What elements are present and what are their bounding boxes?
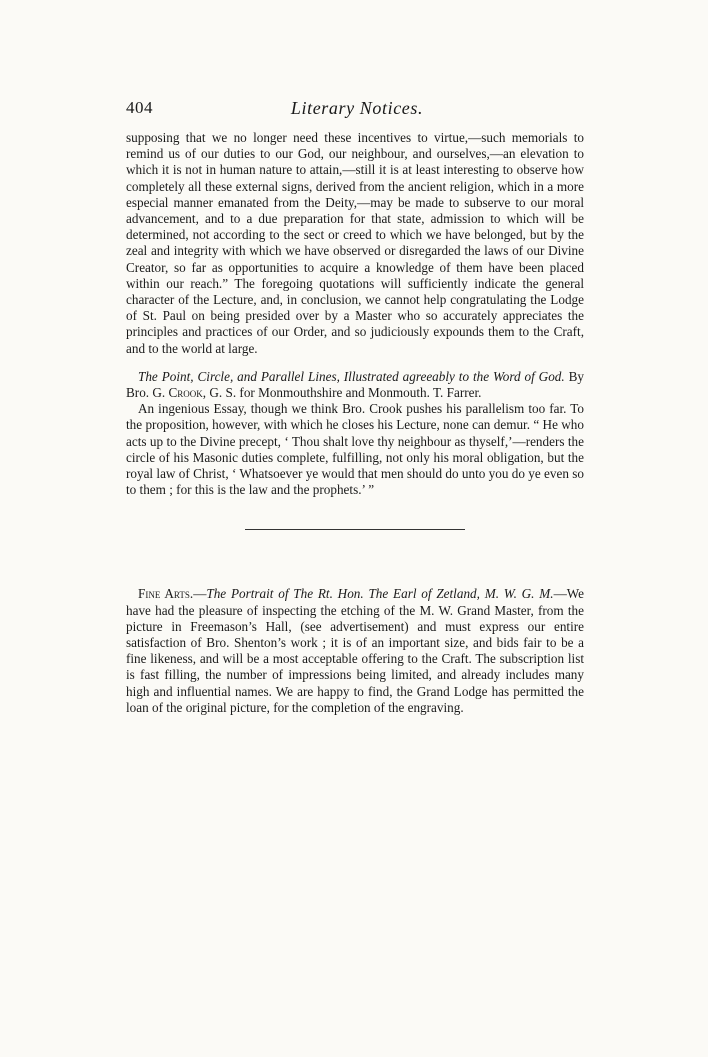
fine-arts-text: —We have had the pleasure of inspecting the etching of the M. W. Grand Master, from the picture in Freemason’s Hall, (see advertisement) and must express our entire satisfaction of Bro. Shenton’s work ; it is of an important size, and bids fair to be a fine likeness, and will be a most acceptable offering to the Craft. The subscription list is fast filling, the number of impressions being limited, and already includes many high and influential names. We are happy to find, the Grand Lodge has permitted the loan of the original picture, for the completion of the engraving. — [126, 586, 584, 715]
running-head — [126, 98, 588, 122]
page-body — [126, 130, 584, 716]
section-divider — [245, 529, 465, 530]
page-number: 404 — [126, 98, 153, 117]
review-paragraph-point-circle: An ingenious Essay, though we think Bro. Crook pushes his parallelism too far. To the proposition, however, with which he closes his Lecture, none can demur. “ He who acts up to the Divine precept, ‘ Thou shalt love thy neighbour as thyself,’—renders the circle of his Masonic duties complete, fulfilling, not only his moral obligation, but the royal law of Christ, ‘ Whatsoever ye would that men should do unto you do ye even so to them ; for this is the law and the prophets.’ ” — [126, 401, 584, 498]
continued-paragraph: supposing that we no longer need these incentives to virtue,—such memorials to remind us of our duties to our God, our neighbour, and ourselves,—an elevation to which it is not in human nature to attain,—still it is at least interesting to observe how completely all these external signs, derived from the ancient religion, which in a more especial manner emanated from the Deity,—may be made to subserve to our moral advancement, and to a due preparation for that state, admission to which will be determined, not according to the sect or creed to which we have belonged, but by the zeal and integrity with which we have observed or disregarded the laws of our Divine Creator, so far as opportunities to acquire a knowledge of them have been placed within our reach.” The foregoing quotations will sufficiently indicate the general character of the Lecture, and, in conclusion, we cannot help congratulating the Lodge of St. Paul on being presided over by a Master who so accurately appreciates the principles and practices of our Order, and so judiciously expounds them to the Craft, and to the world at large. — [126, 130, 584, 356]
running-title: Literary Notices. — [290, 98, 424, 118]
by-text: By Bro. — [126, 368, 585, 401]
publisher: T. Farrer. — [429, 385, 482, 401]
fine-arts-label: Fine Arts. — [138, 586, 194, 602]
author-name: G. Crook — [152, 385, 203, 401]
review-heading-point-circle — [126, 369, 584, 401]
author-role: , G. S. for Monmouthshire and Monmouth. — [202, 385, 430, 401]
portrait-title: The Portrait of The Rt. Hon. The Earl of Zetland, M. W. G. M. — [206, 586, 554, 602]
fine-arts-dash: — — [193, 586, 207, 602]
fine-arts-paragraph — [126, 586, 584, 716]
book-title: The Point, Circle, and Parallel Lines, Illustrated agreeably to the Word of God. — [138, 368, 565, 384]
